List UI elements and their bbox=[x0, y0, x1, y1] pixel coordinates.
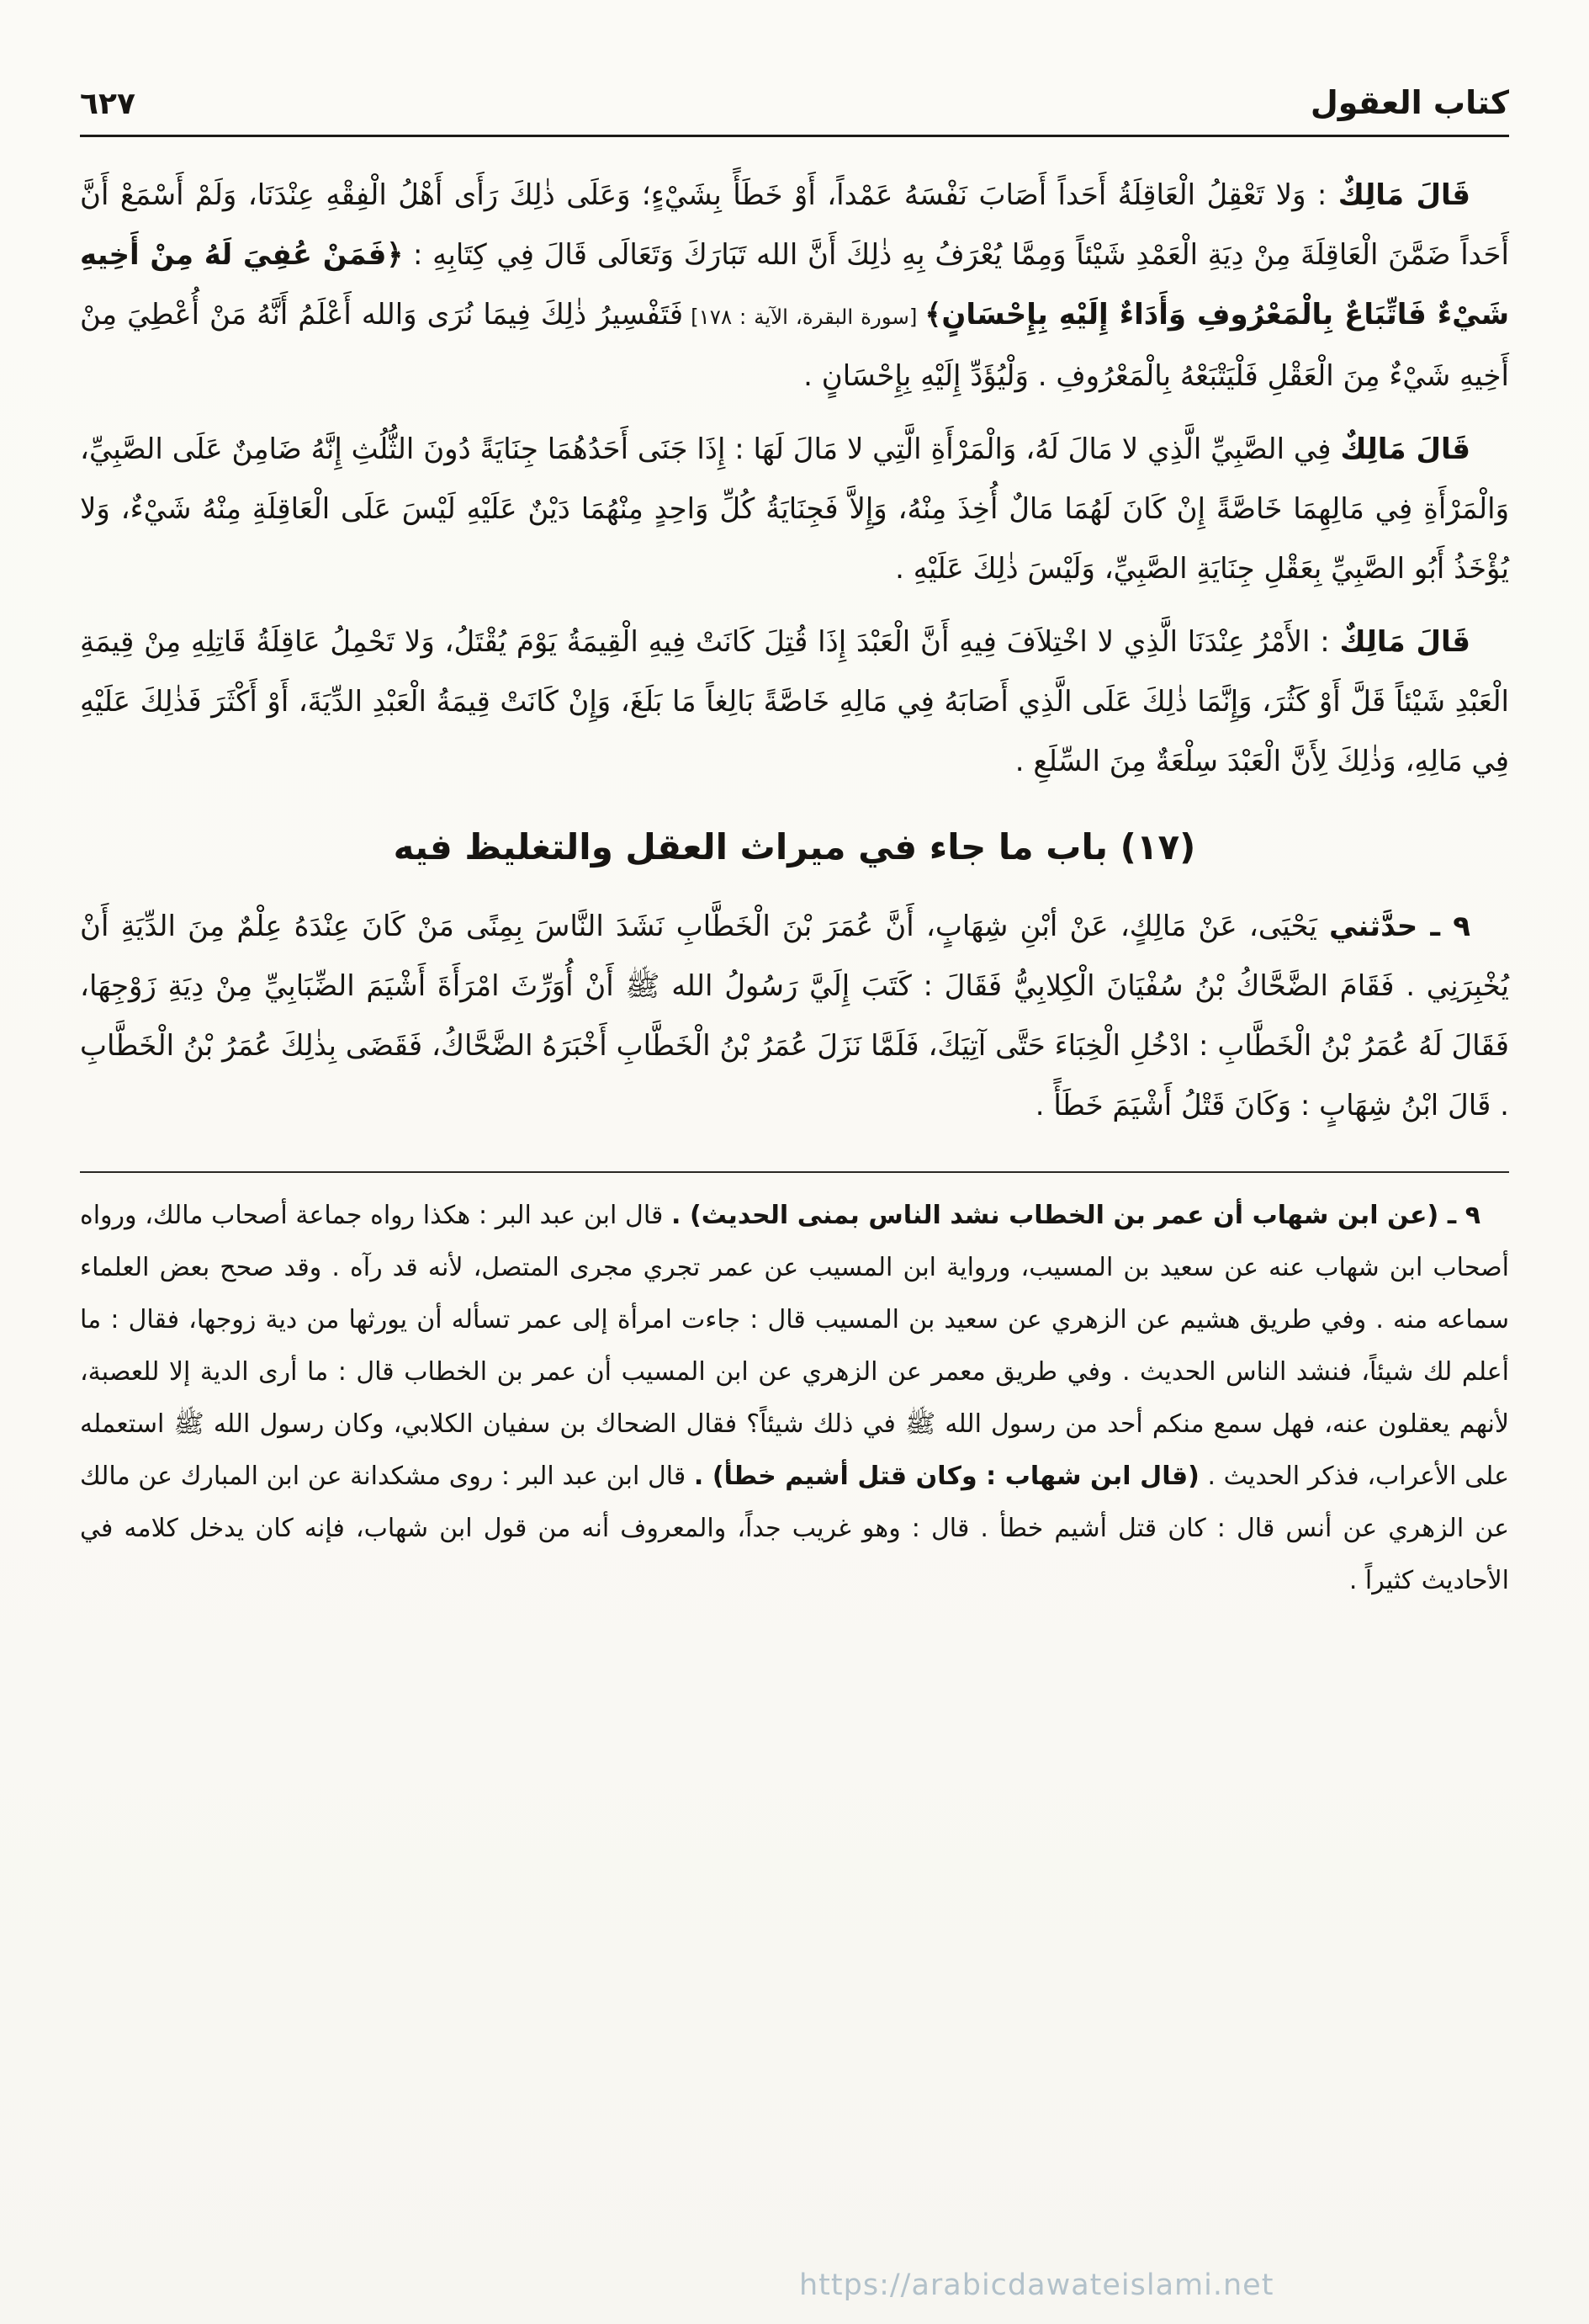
text-segment: فِي الصَّبِيِّ الَّذِي لا مَالَ لَهُ، وَالْمَرْأَةِ الَّتِي لا مَالَ لَهَا : إِذَا جَنَى أَحَدُهُمَا جِنَايَةً دُونَ الثُّلُثِ إِنَّهُ ضَامِنٌ عَلَى الصَّبِيِّ، وَالْمَرْأَةِ فِي مَالِهِمَا خَاصَّةً إِنْ كَانَ لَهُمَا مَالٌ أُخِذَ مِنْهُ، وَإِلاَّ فَجِنَايَةُ كُلِّ وَاحِدٍ مِنْهُمَا دَيْنٌ عَلَيْهِ لَيْسَ عَلَى الْعَاقِلَةِ مِنْهُ شَيْءٌ، وَلا يُؤْخَذُ أَبُو الصَّبِيِّ بِعَقْلِ جِنَايَةِ الصَّبِيِّ، وَلَيْسَ ذٰلِكَ عَلَيْهِ . bbox=[80, 432, 1509, 586]
watermark: https://arabicdawateislami.net bbox=[799, 2268, 1274, 2302]
text-segment: : الأَمْرُ عِنْدَنَا الَّذِي لا اخْتِلاَفَ فِيهِ أَنَّ الْعَبْدَ إِذَا قُتِلَ كَانَتْ فِيهِ الْقِيمَةُ يَوْمَ يُقْتَلُ، وَلا تَحْمِلُ عَاقِلَةُ قَاتِلِهِ مِنْ قِيمَةِ الْعَبْدِ شَيْئاً قَلَّ أَوْ كَثُرَ، وَإِنَّمَا ذٰلِكَ عَلَى الَّذِي أَصَابَهُ فِي مَالِهِ خَاصَّةً بَالِغاً مَا بَلَغَ، وَإِنْ كَانَتْ قِيمَةُ الْعَبْدِ الدِّيَةَ، أَوْ أَكْثَرَ فَذٰلِكَ عَلَيْهِ فِي مَالِهِ، وَذٰلِكَ لِأَنَّ الْعَبْدَ سِلْعَةٌ مِنَ السِّلَعِ . bbox=[80, 625, 1509, 778]
text-segment: يَحْيَى، عَنْ مَالِكٍ، عَنْ أبْنِ شِهَابٍ، أَنَّ عُمَرَ بْنَ الْخَطَّابِ نَشَدَ النَّاسَ بِمِنًى مَنْ كَانَ عِنْدَهُ عِلْمٌ مِنَ الدِّيَةِ أَنْ يُخْبِرَنِي . فَقَامَ الضَّحَّاكُ بْنُ سُفْيَانَ الْكِلابِيُّ فَقَالَ : كَتَبَ إِلَيَّ رَسُولُ الله ﷺ أَنْ أُوَرِّثَ امْرَأَةَ أَشْيَمَ الضِّبَابِيِّ مِنْ دِيَةِ زَوْجِهَا، فَقَالَ لَهُ عُمَرُ بْنُ الْخَطَّابِ : ادْخُلِ الْخِبَاءَ حَتَّى آتِيَكَ، فَلَمَّا نَزَلَ عُمَرُ بْنُ الْخَطَّابِ أَخْبَرَهُ الضَّحَّاكُ، فَقَضَى بِذٰلِكَ عُمَرُ بْنُ الْخَطَّابِ . قَالَ ابْنُ شِهَابٍ : وَكَانَ قَتْلُ أَشْيَمَ خَطَأً . bbox=[80, 910, 1509, 1122]
text-segment: ٩ ـ حدَّثني bbox=[1329, 910, 1470, 943]
main-text bbox=[80, 166, 1509, 1136]
footnote-paragraph bbox=[80, 1190, 1509, 1607]
text-segment: ﴿فَمَنْ عُفِيَ لَهُ مِنْ أَخِيهِ شَيْءٌ فَاتِّبَاعٌ بِالْمَعْرُوفِ وَأَدَاءٌ إِلَيْهِ بِإِحْسَانٍ﴾ bbox=[80, 238, 1510, 332]
text-segment: ٩ ـ (عن ابن شهاب أن عمر بن الخطاب نشد الناس بمنى الحديث) . bbox=[671, 1201, 1480, 1230]
hadith-paragraph bbox=[80, 897, 1509, 1136]
section-heading: (١٧) باب ما جاء في ميراث العقل والتغليظ فيه bbox=[393, 826, 1196, 868]
footnote-section bbox=[80, 1190, 1509, 1607]
text-segment: قَالَ مَالِكٌ bbox=[1337, 178, 1470, 212]
text-segment: : وَلا تَعْقِلُ الْعَاقِلَةُ أَحَداً أَصَابَ نَفْسَهُ عَمْداً، أَوْ خَطَأً بِشَيْءٍ؛ وَعَلَى ذٰلِكَ رَأَى أَهْلُ الْفِقْهِ عِنْدَنَا، وَلَمْ أَسْمَعْ أَنَّ أَحَداً ضَمَّنَ الْعَاقِلَةَ مِنْ دِيَةِ الْعَمْدِ شَيْئاً وَمِمَّا يُعْرَفُ بِهِ ذٰلِكَ أَنَّ الله تَبَارَكَ وَتَعَالَى قَالَ فِي كِتَابِهِ : bbox=[80, 178, 1509, 272]
paragraph-malik-boy-woman bbox=[80, 420, 1509, 599]
book-title: كتاب العقول bbox=[1310, 84, 1509, 121]
text-segment: قال ابن عبد البر : روى مشكدانة عن ابن المبارك عن مالك عن الزهري عن أنس قال : كان قتل أشيم خطأ . قال : وهو غريب جداً، والمعروف أنه من قول ابن شهاب، فإنه كان يدخل كلامه في الأحاديث كثيراً . bbox=[80, 1462, 1509, 1595]
text-segment: فَتَفْسِيرُ ذٰلِكَ فِيمَا نُرَى وَالله أَعْلَمُ أَنَّهُ مَنْ أُعْطِيَ مِنْ أَخِيهِ شَيْءٌ مِنَ الْعَقْلِ فَلْيَتْبَعْهُ بِالْمَعْرُوفِ . وَلْيُؤَدِّ إِلَيْهِ بِإِحْسَانٍ . bbox=[80, 298, 1509, 393]
footnote-separator bbox=[80, 1171, 1509, 1173]
paragraph-malik-aqila bbox=[80, 166, 1509, 406]
text-segment: قَالَ مَالِكٌ bbox=[1340, 432, 1470, 466]
text-segment: قَالَ مَالِكٌ bbox=[1339, 625, 1470, 659]
text-segment: [سورة البقرة، الآية : ١٧٨] bbox=[683, 305, 925, 329]
text-segment: قال ابن عبد البر : هكذا رواه جماعة أصحاب مالك، ورواه أصحاب ابن شهاب عنه عن سعيد بن المسيب، ورواية ابن المسيب عن عمر تجري مجرى المتصل، لأنه قد رآه . وقد صحح بعض العلماء سماعه منه . وفي طريق هشيم عن الزهري عن سعيد بن المسيب قال : جاءت امرأة إلى عمر تسأله أن يورثها من دية زوجها، فقال : ما أعلم لك شيئاً، فنشد الناس الحديث . وفي طريق معمر عن الزهري عن ابن المسيب أن عمر بن الخطاب قال : ما أرى الدية إلا للعصبة، لأنهم يعقلون عنه، فهل سمع منكم أحد من رسول الله ﷺ في ذلك شيئاً؟ فقال الضحاك بن سفيان الكلابي، وكان رسول الله ﷺ استعمله على الأعراب، فذكر الحديث . bbox=[80, 1201, 1509, 1491]
page-header bbox=[80, 84, 1509, 121]
page-number: ٦٢٧ bbox=[80, 87, 135, 121]
paragraph-malik-slave bbox=[80, 613, 1509, 792]
header-rule bbox=[80, 135, 1509, 137]
text-segment: (قال ابن شهاب : وكان قتل أشيم خطأ) . bbox=[693, 1462, 1200, 1491]
